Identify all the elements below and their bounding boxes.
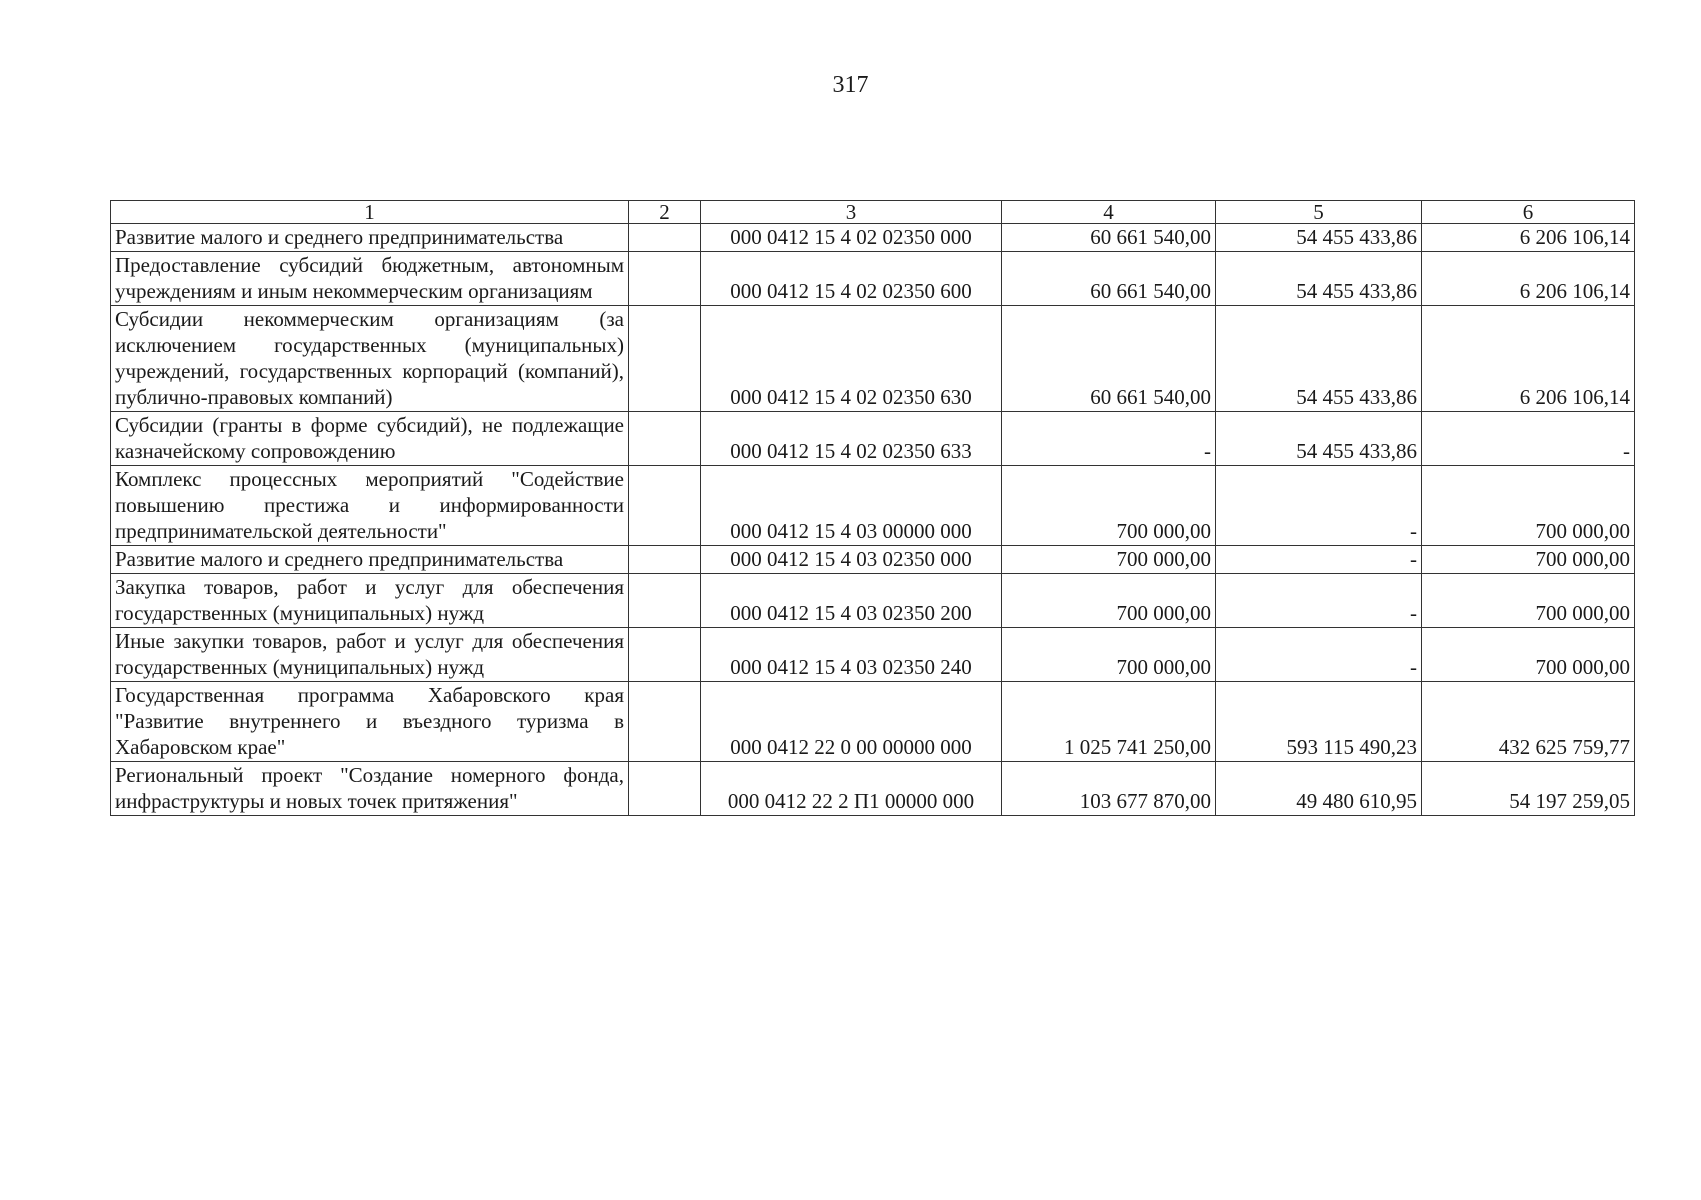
col2-cell <box>629 762 701 816</box>
col2-cell <box>629 252 701 306</box>
col6-amount: 700 000,00 <box>1422 466 1635 546</box>
col5-amount: 54 455 433,86 <box>1216 412 1422 466</box>
table-row <box>111 252 1635 306</box>
col4-amount: 60 661 540,00 <box>1002 224 1216 252</box>
col5-amount: - <box>1216 466 1422 546</box>
item-name: Предоставление субсидий бюджетным, автономным учреждениям и иным некоммерческим организациям <box>111 252 629 306</box>
col2-cell <box>629 466 701 546</box>
table-row <box>111 546 1635 574</box>
col2-cell <box>629 306 701 412</box>
col2-cell <box>629 628 701 682</box>
column-header: 4 <box>1002 201 1216 224</box>
table-row <box>111 628 1635 682</box>
item-name: Государственная программа Хабаровского края "Развитие внутреннего и въездного туризма в Хабаровском крае" <box>111 682 629 762</box>
col2-cell <box>629 546 701 574</box>
col5-amount: - <box>1216 628 1422 682</box>
col5-amount: - <box>1216 574 1422 628</box>
col6-amount: 432 625 759,77 <box>1422 682 1635 762</box>
col6-amount: 6 206 106,14 <box>1422 224 1635 252</box>
col4-amount: 700 000,00 <box>1002 466 1216 546</box>
table-row <box>111 306 1635 412</box>
table-row <box>111 224 1635 252</box>
item-name: Комплекс процессных мероприятий "Содействие повышению престижа и информированности предпринимательской деятельности" <box>111 466 629 546</box>
budget-code: 000 0412 15 4 02 02350 633 <box>701 412 1002 466</box>
col4-amount: 103 677 870,00 <box>1002 762 1216 816</box>
budget-code: 000 0412 15 4 03 02350 000 <box>701 546 1002 574</box>
col2-cell <box>629 682 701 762</box>
item-name: Региональный проект "Создание номерного фонда, инфраструктуры и новых точек притяжения" <box>111 762 629 816</box>
item-name: Субсидии некоммерческим организациям (за исключением государственных (муниципальных) учреждений, государственных корпораций (компаний), публично-правовых компаний) <box>111 306 629 412</box>
col5-amount: 54 455 433,86 <box>1216 224 1422 252</box>
col4-amount: 700 000,00 <box>1002 546 1216 574</box>
col5-amount: 49 480 610,95 <box>1216 762 1422 816</box>
col6-amount: 6 206 106,14 <box>1422 306 1635 412</box>
item-name: Иные закупки товаров, работ и услуг для обеспечения государственных (муниципальных) нужд <box>111 628 629 682</box>
col4-amount: 700 000,00 <box>1002 628 1216 682</box>
col5-amount: - <box>1216 546 1422 574</box>
table-row <box>111 412 1635 466</box>
col4-amount: 1 025 741 250,00 <box>1002 682 1216 762</box>
col6-amount: 700 000,00 <box>1422 574 1635 628</box>
col6-amount: 700 000,00 <box>1422 546 1635 574</box>
column-header: 6 <box>1422 201 1635 224</box>
budget-code: 000 0412 15 4 02 02350 600 <box>701 252 1002 306</box>
column-header: 3 <box>701 201 1002 224</box>
budget-code: 000 0412 15 4 03 02350 240 <box>701 628 1002 682</box>
table-row <box>111 466 1635 546</box>
col4-amount: 60 661 540,00 <box>1002 252 1216 306</box>
budget-table <box>110 200 1635 816</box>
item-name: Закупка товаров, работ и услуг для обеспечения государственных (муниципальных) нужд <box>111 574 629 628</box>
col2-cell <box>629 574 701 628</box>
budget-code: 000 0412 22 2 П1 00000 000 <box>701 762 1002 816</box>
col4-amount: 700 000,00 <box>1002 574 1216 628</box>
col6-amount: - <box>1422 412 1635 466</box>
col6-amount: 54 197 259,05 <box>1422 762 1635 816</box>
budget-code: 000 0412 15 4 02 02350 630 <box>701 306 1002 412</box>
table-row <box>111 682 1635 762</box>
item-name: Субсидии (гранты в форме субсидий), не подлежащие казначейскому сопровождению <box>111 412 629 466</box>
col2-cell <box>629 224 701 252</box>
budget-code: 000 0412 15 4 02 02350 000 <box>701 224 1002 252</box>
col2-cell <box>629 412 701 466</box>
column-header: 1 <box>111 201 629 224</box>
budget-code: 000 0412 22 0 00 00000 000 <box>701 682 1002 762</box>
col5-amount: 593 115 490,23 <box>1216 682 1422 762</box>
table-row <box>111 574 1635 628</box>
col4-amount: 60 661 540,00 <box>1002 306 1216 412</box>
col4-amount: - <box>1002 412 1216 466</box>
budget-code: 000 0412 15 4 03 02350 200 <box>701 574 1002 628</box>
item-name: Развитие малого и среднего предпринимательства <box>111 546 629 574</box>
item-name: Развитие малого и среднего предпринимательства <box>111 224 629 252</box>
table-row <box>111 762 1635 816</box>
column-header: 2 <box>629 201 701 224</box>
col6-amount: 700 000,00 <box>1422 628 1635 682</box>
col5-amount: 54 455 433,86 <box>1216 306 1422 412</box>
page-number: 317 <box>832 72 869 98</box>
col5-amount: 54 455 433,86 <box>1216 252 1422 306</box>
col6-amount: 6 206 106,14 <box>1422 252 1635 306</box>
budget-code: 000 0412 15 4 03 00000 000 <box>701 466 1002 546</box>
table-header-row <box>111 201 1635 224</box>
column-header: 5 <box>1216 201 1422 224</box>
